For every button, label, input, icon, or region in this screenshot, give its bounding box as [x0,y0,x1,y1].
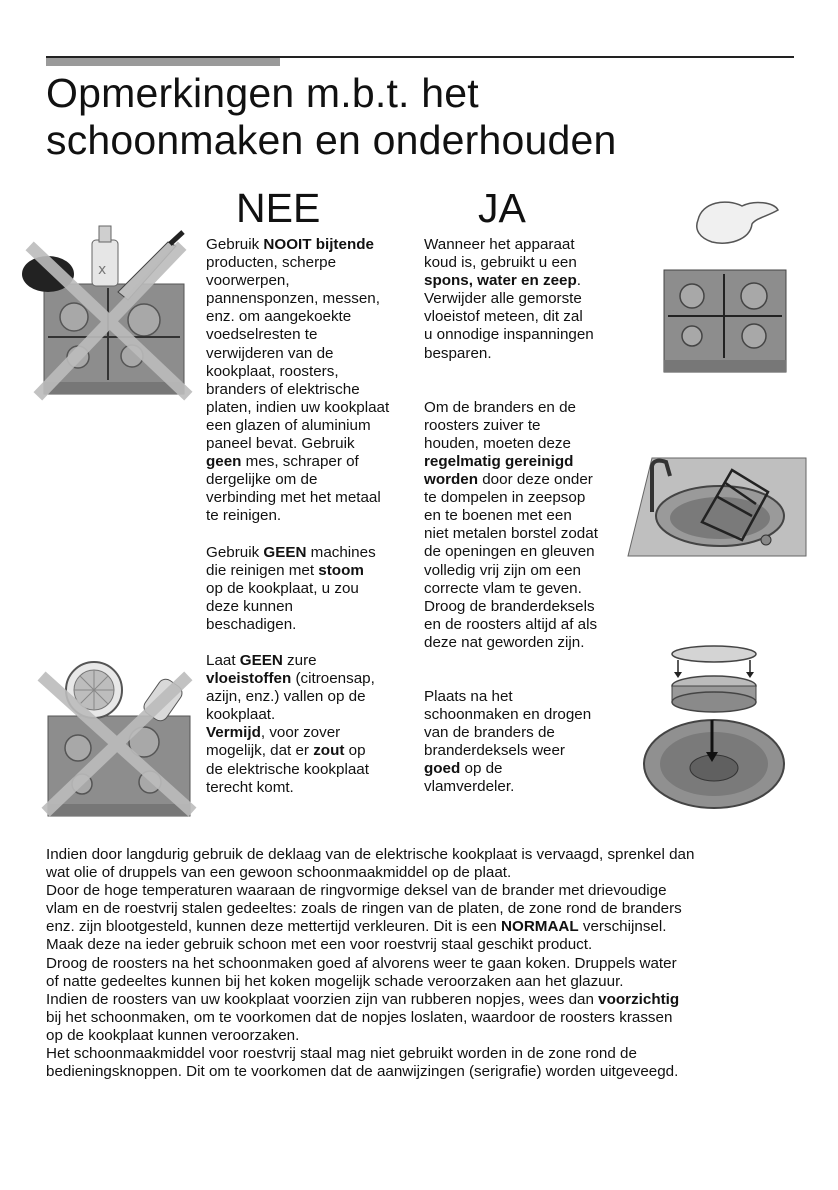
text-span: mes, schraper of dergelijke om de verbinding met het metaal te reinigen. [206,453,381,525]
text-span: verschijnsel. Maak deze na ieder gebruik schoon met een voor roestvrij staal geschikt product. Droog de roosters na het schoonmaken goed af alvorens weer te gaan koken. Druppels water of natte gedeeltes kunnen bij het koken mogelijk schade veroorzaken aan het glazuur. Indien de roosters van uw kookplaat voorzien zijn van rubberen nopjes, wees dan [46,918,677,1008]
text-span: Gebruik [206,543,264,561]
text-bold: GEEN [239,651,283,669]
text-span: Laat [206,651,240,669]
nee-paragraph-steam [206,544,416,634]
ja-paragraph-soak [424,399,624,652]
text-span: bij het schoonmaken, om te voorkomen dat de nopjes loslaten, waardoor de roosters krassen op de kookplaat kunnen veroorzaken. Het schoonmaakmiddel voor roestvrij staal mag niet gebruikt worden in de zone rond de bedieningsknoppen. Dit om te voorkomen dat de aanwijzingen (serigrafie) worden uitgeveegd. [46,1008,679,1081]
svg-text:x: x [98,262,107,278]
text-bold: geen [206,453,242,471]
nee-paragraph-corrosive [206,236,416,526]
general-notes-text [46,846,806,1081]
page-title [46,70,806,164]
sink-soaking-illustration [628,456,806,558]
text-span: Gebruik [206,236,264,253]
text-bold: Vermijd [206,724,261,742]
text-span: op de elektrische kookplaat terecht komt. [206,742,369,796]
text-span: . Verwijder alle gemorste vloeistof meteen, dit zal u onnodige inspanningen besparen. [424,272,594,362]
text-span: Om de branders en de roosters zuiver te houden, moeten deze [424,398,576,452]
text-span: door deze onder te dompelen in zeepsop en te boenen met een niet metalen borstel zodat de openingen en gleuven volledig vrij zijn om een correcte vlam te geven. Droog de branderdeksels en de roosters altijd af als deze nat geworden zijn. [424,471,598,651]
text-bold: NOOIT bijtende [263,236,374,253]
text-bold: regelmatig gereinigd worden [424,452,574,489]
text-span: op de vlamverdeler. [424,760,515,796]
text-span: , voor zover mogelijk, dat er [206,724,341,760]
column-heading-nee: NEE [236,185,321,231]
text-span: Indien door langdurig gebruik de deklaag van de elektrische kookplaat is vervaagd, sprenkel dan wat olie of druppels van een gewoon schoonmaakmiddel op de plaat. Door de hoge temperaturen waaraan de ringvormige deksel van de brander met drievoudige vlam en de roestvrij stalen gedeeltes: zoals de ringen van de platen, de zone rond de branders enz. zijn blootgesteld, kunnen deze mettertijd verkleuren. Dit is een [46,846,695,936]
column-heading-ja: JA [478,185,526,231]
sponge-illustration [692,196,782,248]
nee-column [206,236,416,797]
ja-paragraph-replace [424,688,624,797]
text-bold: goed [424,760,461,778]
text-span: producten, scherpe voorwerpen, pannensponzen, messen, enz. om aangekoekte voedselresten te verwijderen van de kookplaat, roosters, branders of elektrische platen, indien uw kookplaat een glazen of aluminium paneel bevat. Gebruik [206,254,390,453]
no-acids-illustration [38,660,198,820]
text-span: Wanneer het apparaat koud is, gebruikt u een [424,236,577,272]
text-span: (citroensap, azijn, enz.) vallen op de kookplaat. [206,670,375,724]
text-span: op de kookplaat, u zou deze kunnen beschadigen. [206,579,359,633]
general-notes-paragraph [46,846,806,1081]
text-bold: NORMAAL [501,918,579,936]
text-bold: zout [313,742,345,760]
nee-paragraph-acids [206,652,416,797]
text-span: Plaats na het schoonmaken en drogen van de branders de branderdeksels weer [424,687,592,760]
page-title-line-2: schoonmaken en onderhouden [46,117,617,163]
text-bold: GEEN [263,543,307,561]
clean-hob-illustration [662,268,790,378]
burner-cap-illustration [642,644,782,812]
text-span: machines die reinigen met [206,543,376,579]
text-bold: spons, water en zeep [424,272,577,290]
ja-paragraph-sponge [424,236,624,363]
header-accent-bar [46,58,280,66]
no-abrasives-illustration [18,222,193,402]
text-bold: stoom [318,561,364,579]
ja-column [424,236,624,797]
text-bold: vloeistoffen [206,670,292,688]
text-bold: voorzichtig [598,990,680,1008]
text-span: zure [287,651,317,669]
page-title-line-1: Opmerkingen m.b.t. het [46,70,479,116]
